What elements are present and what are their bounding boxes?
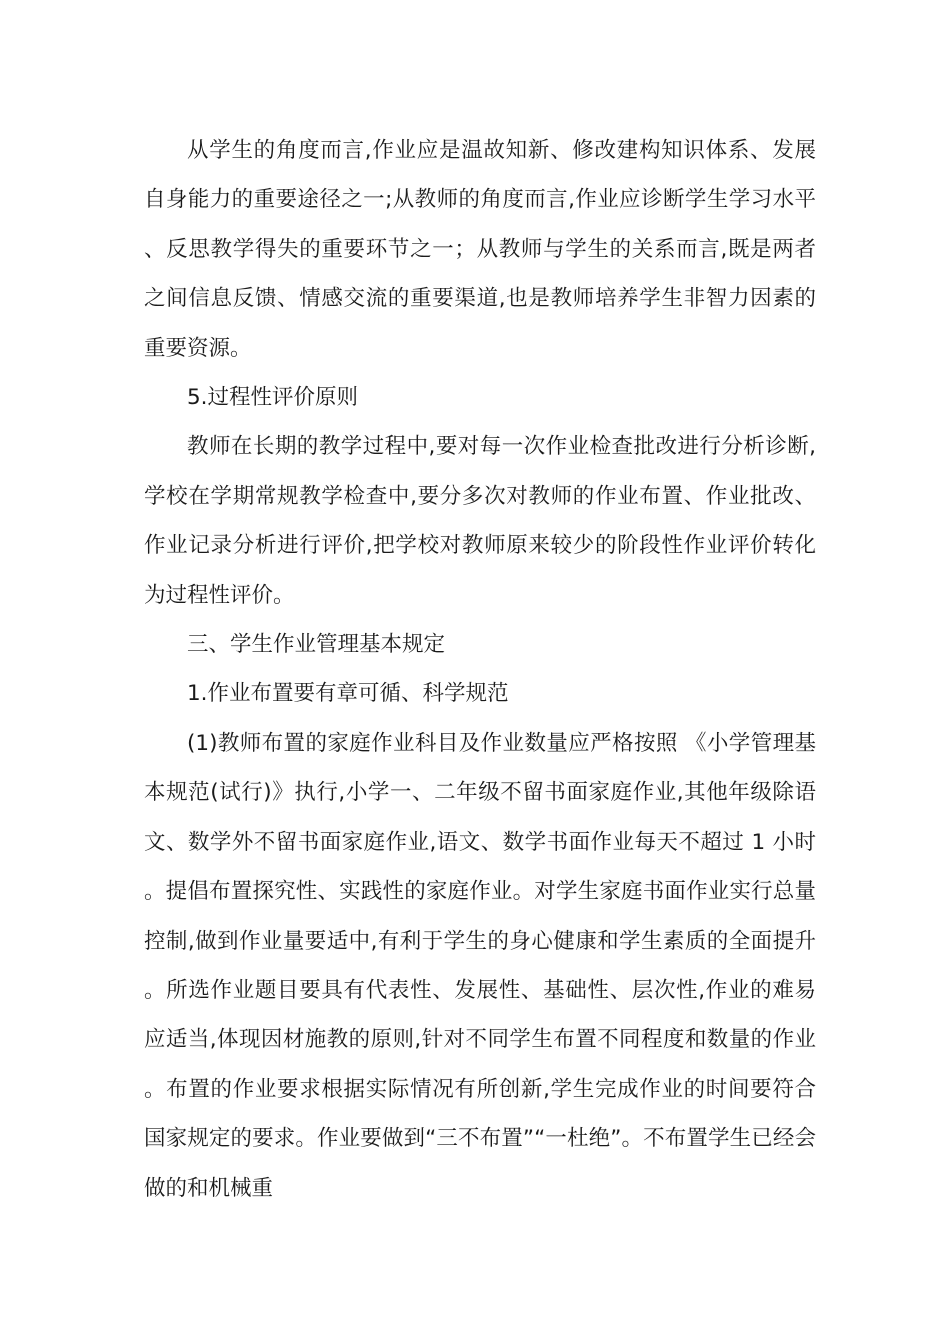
paragraph-student-teacher-perspective: 从学生的角度而言,作业应是温故知新、修改建构知识体系、发展自身能力的重要途径之一;从教师的角度而言,作业应诊断学生学习水平、反思教学得失的重要环节之一；从教师与学生的关系而言,既是两者之间信息反馈、情感交流的重要渠道,也是教师培养学生非智力因素的重要资源。 — [144, 138, 816, 361]
heading-homework-assignment-standards: 1.作业布置要有章可循、科学规范 — [187, 681, 509, 707]
paragraph-process-evaluation: 教师在长期的教学过程中,要对每一次作业检查批改进行分析诊断,学校在学期常规教学检查中,要分多次对教师的作业布置、作业批改、作业记录分析进行评价,把学校对教师原来较少的阶段性作业评价转化为过程性评价。 — [144, 434, 816, 608]
heading-homework-management-rules: 三、学生作业管理基本规定 — [187, 632, 446, 658]
heading-process-evaluation-principle: 5.过程性评价原则 — [187, 385, 359, 411]
document-body — [144, 126, 816, 1213]
paragraph-homework-assignment-details: (1)教师布置的家庭作业科目及作业数量应严格按照 《小学管理基本规范(试行)》执行,小学一、二年级不留书面家庭作业,其他年级除语文、数学外不留书面家庭作业,语文、数学书面作业每天不超过 1 小时。提倡布置探究性、实践性的家庭作业。对学生家庭书面作业实行总量控制,做到作业量要适中,有利于学生的身心健康和学生素质的全面提升。所选作业题目要具有代表性、发展性、基础性、层次性,作业的难易应适当,体现因材施教的原则,针对不同学生布置不同程度和数量的作业。布置的作业要求根据实际情况有所创新,学生完成作业的时间要符合国家规定的要求。作业要做到“三不布置”“一杜绝”。不布置学生已经会做的和机械重 — [144, 730, 816, 1201]
